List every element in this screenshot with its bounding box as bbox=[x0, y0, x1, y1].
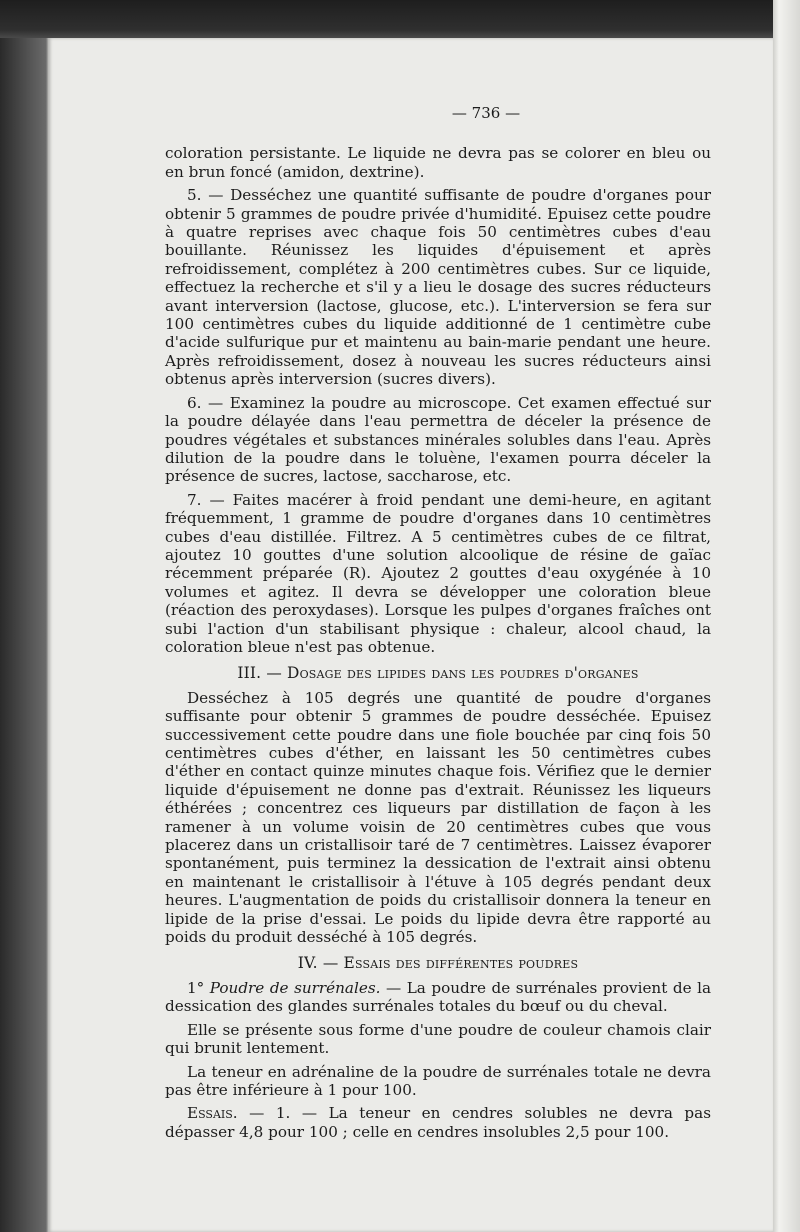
paragraph-adrenaline-content: La teneur en adrénaline de la poudre de surrénales totale ne devra pas être inférieure à 1 pour 100. bbox=[165, 1062, 711, 1099]
paragraph-surrenales-appearance: Elle se présente sous forme d'une poudre de couleur chamois clair qui brunit lentement. bbox=[165, 1020, 711, 1058]
page-text-block bbox=[165, 104, 711, 1146]
essais-label: Essais. bbox=[187, 1104, 238, 1123]
item-body: — La poudre de surrénales provient de la dessication des glandes surrénales totales du bœuf ou du cheval. bbox=[165, 978, 711, 1016]
paragraph-item-6: 6. — Examinez la poudre au microscope. Cet examen effectué sur la poudre délayée dans l'eau permettra de déceler la présence de poudres végétales et substances minérales solubles dans l'eau. Après dilution de la poudre dans le toluène, l'examen pourra déceler la présence de sucres, lactose, saccharose, etc. bbox=[165, 393, 711, 486]
paragraph-item-5: 5. — Desséchez une quantité suffisante de poudre d'organes pour obtenir 5 grammes de poudre privée d'humidité. Epuisez cette poudre à quatre reprises avec chaque fois 50 centimètres cubes d'eau bouillante. Réunissez les liquides d'épuisement et après refroidissement, complétez à 200 centimètres cubes. Sur ce liquide, effectuez la recherche et s'il y a lieu le dosage des sucres réducteurs avant interversion (lactose, glucose, etc.). L'interversion se fera sur 100 centimètres cubes du liquide additionné de 1 centimètre cube d'acide sulfurique pur et maintenu au bain-marie pendant une heure. Après refroidissement, dosez à nouveau les sucres réducteurs ainsi obtenus après interversion (sucres divers). bbox=[165, 186, 711, 389]
item-number: 1° bbox=[187, 978, 210, 997]
section-heading-iv: IV. — Essais des différentes poudres bbox=[297, 954, 579, 973]
paragraph-essais bbox=[165, 1104, 711, 1141]
scan-top-shadow bbox=[0, 0, 773, 38]
section-heading-iii: III. — Dosage des lipides dans les poudres d'organes bbox=[237, 664, 639, 683]
next-page-edge bbox=[773, 0, 800, 1232]
item-title-italic: Poudre de surrénales. bbox=[209, 978, 381, 997]
paragraph-surrenales-intro bbox=[165, 979, 711, 1016]
paragraph-item-7: 7. — Faites macérer à froid pendant une demi-heure, en agitant fréquemment, 1 gramme de poudre d'organes dans 10 centimètres cubes d'eau distillée. Filtrez. A 5 centimètres cubes de ce filtrat, ajoutez 10 gouttes d'une solution alcoolique de résine de gaïac récemment préparée (R). Ajoutez 2 gouttes d'eau oxygénée à 10 volumes et agitez. Il devra se développer une coloration bleue (réaction des peroxydases). Lorsque les pulpes d'organes fraîches ont subi l'action d'un stabilisant physique : chaleur, alcool chaud, la coloration bleue n'est pas obtenue. bbox=[165, 490, 711, 656]
paragraph-lipid-assay: Desséchez à 105 degrés une quantité de poudre d'organes suffisante pour obtenir 5 grammes de poudre desséchée. Epuisez successivement cette poudre dans une fiole bouchée par cinq fois 50 centimètres cubes d'éther, en laissant les 50 centimètres cubes d'éther en contact quinze minutes chaque fois. Vérifiez que le dernier liquide d'épuisement ne donne pas d'extrait. Réunissez les liqueurs éthérées ; concentrez ces liqueurs par distillation de façon à les ramener à un volume voisin de 20 centimètres cubes que vous placerez dans un cristallisoir taré de 7 centimètres. Laissez évaporer spontanément, puis terminez la dessication de l'extrait ainsi obtenu en maintenant le cristallisoir à l'étuve à 105 degrés pendant deux heures. L'augmentation de poids du cristallisoir donnera la teneur en lipide de la prise d'essai. Le poids du lipide devra être rapporté au poids du produit desséché à 105 degrés. bbox=[165, 688, 711, 947]
paragraph-continuation: coloration persistante. Le liquide ne devra pas se colorer en bleu ou en brun foncé (amidon, dextrine). bbox=[165, 144, 711, 181]
essais-body: — 1. — La teneur en cendres solubles ne devra pas dépasser 4,8 pour 100 ; celle en cendres insolubles 2,5 pour 100. bbox=[165, 1104, 711, 1141]
page-number: — 736 — bbox=[451, 104, 521, 122]
